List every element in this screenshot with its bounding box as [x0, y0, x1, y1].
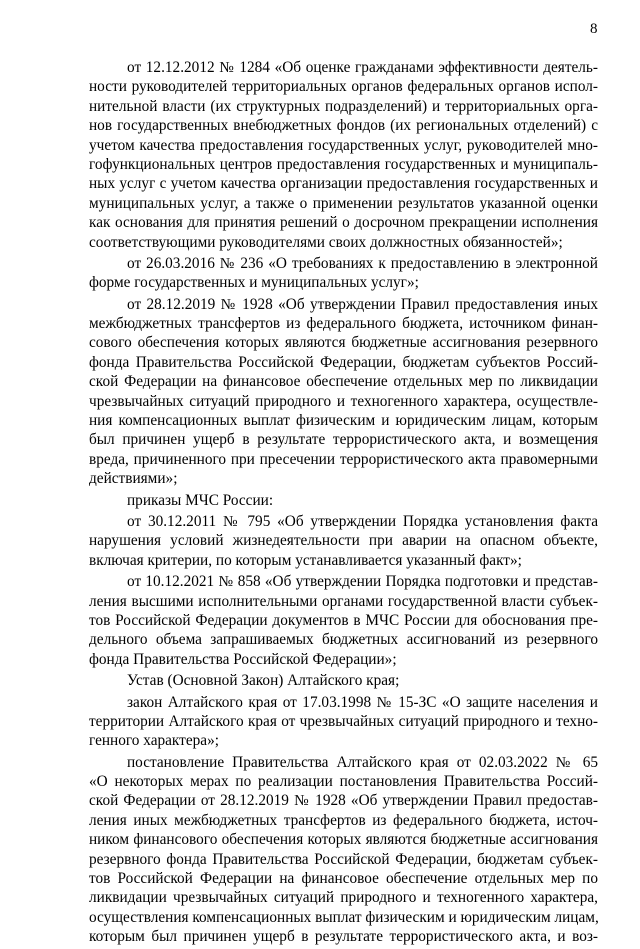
text-line: чрезвычайных ситуаций природного и техногенного характера, осуществле-	[89, 392, 598, 410]
text-line: «О некоторых мерах по реализации постановления Правительства Россий-	[89, 773, 598, 791]
text-line: гофункциональных центров предоставления государственных и муниципаль-	[89, 155, 598, 173]
text-line: которым был причинен ущерб в результате террористического акта, и воз-	[89, 928, 598, 946]
text-line: закон Алтайского края от 17.03.1998 № 15-ЗС «О защите населения и	[127, 693, 598, 711]
text-line: ных услуг с учетом качества организации предоставления государственных и	[89, 175, 598, 193]
page-number: 8	[590, 21, 598, 37]
text-line: фонда Правительства Российской Федерации»;	[89, 650, 397, 668]
text-line: осуществления компенсационных выплат физическим и юридическим лицам,	[89, 908, 599, 926]
paragraph	[89, 295, 598, 489]
text-line: фонда Правительства Российской Федерации, бюджетам субъектов Россий-	[89, 353, 598, 371]
paragraph	[89, 753, 598, 947]
text-line: ности руководителей территориальных органов федеральных органов испол-	[89, 78, 598, 96]
text-line: тов Российской Федерации на финансовое обеспечение отдельных мер по	[89, 870, 598, 888]
text-line: как основания для принятия решений о досрочном прекращении исполнения	[89, 214, 598, 232]
text-line: ления высшими исполнительными органами государственной власти субъек-	[89, 592, 598, 610]
text-line: от 12.12.2012 № 1284 «Об оценке гражданами эффективности деятель-	[127, 59, 598, 76]
paragraph	[89, 58, 598, 252]
text-line: Устав (Основной Закон) Алтайского края;	[127, 672, 400, 690]
text-line: ской Федерации на финансовое обеспечение отдельных мер по ликвидации	[89, 373, 598, 391]
text-line: приказы МЧС России:	[127, 491, 274, 509]
text-line: нов государственных внебюджетных фондов (их региональных отделений) с	[89, 117, 598, 135]
text-line: ником финансового обеспечения которых являются бюджетные ассигнования	[89, 831, 598, 849]
text-line: дельного объема запрашиваемых бюджетных ассигнований из резервного	[89, 631, 598, 649]
text-line: соответствующими руководителями своих должностных обязанностей»;	[89, 233, 563, 251]
paragraph	[89, 572, 598, 669]
text-line: ской Федерации от 28.12.2019 № 1928 «Об утверждении Правил предостав-	[89, 792, 598, 810]
text-line: нительной власти (их структурных подразделений) и территориальных орга-	[89, 97, 598, 115]
paragraph	[89, 671, 598, 690]
paragraph	[89, 254, 598, 293]
text-line: сового обеспечения которых являются бюджетные ассигнования резервного	[89, 334, 598, 352]
text-line: муниципальных услуг, а также о применении результатов указанной оценки	[89, 194, 598, 212]
text-line: межбюджетных трансфертов из федерального бюджета, источником финан-	[89, 315, 598, 333]
text-line: от 26.03.2016 № 236 «О требованиях к предоставлению в электронной	[127, 254, 598, 272]
text-line: от 28.12.2019 № 1928 «Об утверждении Правил предоставления иных	[127, 295, 598, 313]
text-line: тов Российской Федерации документов в МЧС России для обоснования пре-	[89, 611, 598, 629]
text-line: действиями»;	[89, 470, 178, 488]
text-line: был причинен ущерб в результате террористического акта, и возмещения	[89, 431, 598, 449]
text-line: включая критерии, по которым устанавливается указанный факт»;	[89, 551, 522, 569]
text-line: от 30.12.2011 № 795 «Об утверждении Порядка установления факта	[127, 512, 598, 530]
text-line: постановление Правительства Алтайского края от 02.03.2022 № 65	[127, 753, 598, 771]
text-line: ликвидации чрезвычайных ситуаций природного и техногенного характера,	[89, 889, 598, 907]
text-line: учетом качества предоставления государственных услуг, руководителей мно-	[89, 136, 598, 154]
text-line: вреда, причиненного при пресечении террористического акта правомерными	[89, 450, 598, 468]
text-line: территории Алтайского края от чрезвычайных ситуаций природного и техно-	[89, 712, 598, 730]
paragraph	[89, 693, 598, 751]
text-line: ления иных межбюджетных трансфертов из федерального бюджета, источ-	[89, 811, 598, 829]
paragraph	[89, 491, 598, 510]
text-line: резервного фонда Правительства Российской Федерации, бюджетам субъек-	[89, 850, 598, 868]
text-line: нарушения условий жизнедеятельности при аварии на опасном объекте,	[89, 532, 598, 550]
text-line: форме государственных и муниципальных услуг»;	[89, 274, 419, 292]
document-body	[89, 58, 598, 949]
text-line: генного характера»;	[89, 732, 219, 750]
text-line: ния компенсационных выплат физическим и юридическим лицам, которым	[89, 412, 598, 430]
paragraph	[89, 512, 598, 570]
text-line: от 10.12.2021 № 858 «Об утверждении Порядка подготовки и представ-	[127, 573, 598, 591]
